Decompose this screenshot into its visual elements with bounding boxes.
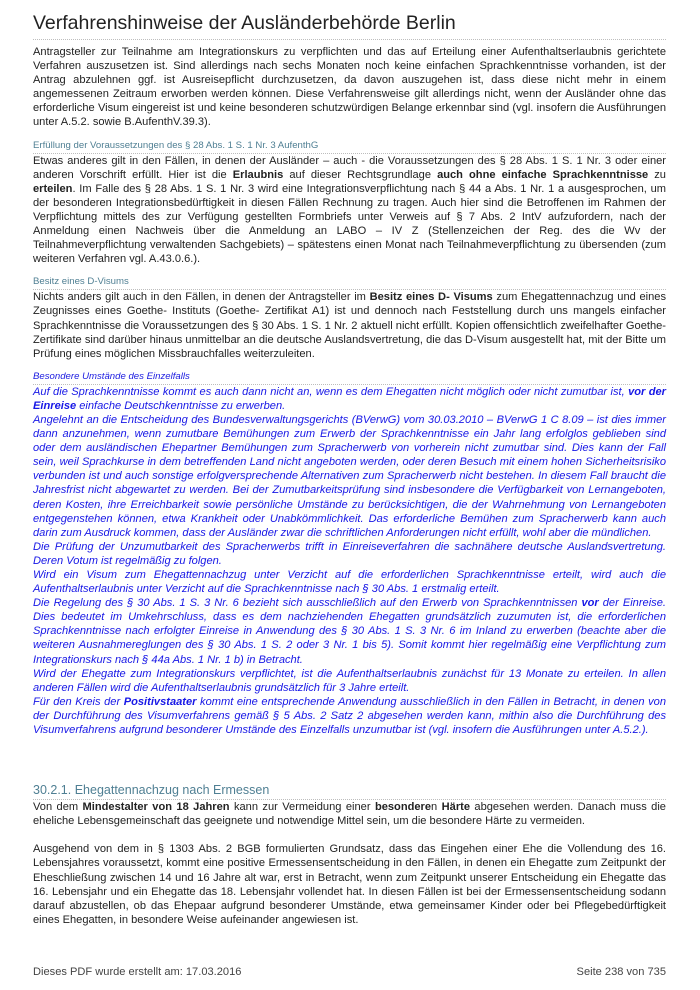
text-run: einfache Deutschkenntnisse zu erwerben. [76,399,286,412]
einzelfall-paragraph: Wird der Ehegatte zum Integrationskurs verpflichtet, ist die Aufenthaltserlaubnis zunächst für 13 Monate zu erteilen. In allen anderen Fällen wird die Aufenthaltserlaubnis grundsätzlich für 3 Jahre erteilt. [33,667,666,694]
bold-run: auch ohne einfache Sprachkenntnisse [437,168,649,181]
bold-run: Erlaubnis [232,168,284,181]
text-run: Von dem [33,801,83,814]
bold-run: Positivstaater [123,695,197,708]
einzelfall-paragraph: Die Prüfung der Unzumutbarkeit des Spracherwerbs trifft in Einreiseverfahren die sachnähere deutsche Auslandsvertretung. Deren Votum ist regelmäßig zu folgen. [33,540,666,567]
page-number: Seite 238 von 735 [576,966,666,978]
text-run: abgesehen werden. Danach muss die eheliche Lebensgemeinschaft das geeignete und notwendige Mittel sein, um die besondere Härte zu vermeiden. [33,801,666,828]
text-run: n [431,801,442,814]
section-heading-d-visum: Besitz eines D-Visums [33,276,666,290]
text-run: . Im Falle des § 28 Abs. 1 S. 1 Nr. 3 wird eine Integrationsverpflichtung nach § 44 a Abs. 1 Nr. 1 a ausgesprochen, um der besonderen Integrationsbedürftigkeit in diesen Fällen Rechnung zu tragen. Auch hier sind die Betroffenen im Rahmen der Verpflichtung mittels des zur Verfügung gestellten Formbriefs unter Verweis auf § 7 Abs. 2 IntV aufzufordern, nach der Anmeldung einen Nachweis über die Anmeldung an LABO – IV Z (Stellenzeichen der Reg. des die Wv der Teilnahmeverpflichtung verwaltenden Sachgebiets) – spätestens einen Monat nach Teilnahmeverpflichtung zu übersenden (zum weiteren Verfahren vgl. A.43.0.6.). [33,182,666,266]
ehegattennachzug-paragraph [33,800,666,828]
section-heading-einzelfall: Besondere Umstände des Einzelfalls [33,371,666,385]
text-run: zum Ehegattennachzug und eines Zeugnisses eines Goethe- Instituts (Goethe- Zertifikat A1) ist und dennoch nach Feststellung durch uns mangels einfacher Sprachkenntnisse die Voraussetzungen des § 30 Abs. 1 S. 1 Nr. 2 aktuell nicht erfüllt. Kopien offensichtlich zweifelhafter Goethe- Zertifikate sind darüber hinaus unmittelbar an die deutsche Auslandsvertretung, die das D-Visum ausgestellt hat, mit der Bitte um Prüfung eines möglichen Missbrauchfalles weiterzuleiten. [33,291,667,360]
created-date: Dieses PDF wurde erstellt am: 17.03.2016 [33,966,242,978]
intro-paragraph: Antragsteller zur Teilnahme am Integrationskurs zu verpflichten und das auf Erteilung einer Aufenthaltserlaubnis gerichtete Verfahren auszusetzen ist. Sind allerdings nach sechs Monaten noch keine einfachen Sprachkenntnisse vorhanden, ist der Antrag abzulehnen ggf. ist Ausreisepflicht durchzusetzen, da davon auszugehen ist, dass diese nicht mehr in einem angemessenen Zeitraum erworben werden können. Diese Verfahrensweise gilt allerdings nicht, wenn der Ausländer ohne das erforderliche Visum eingereist ist und keine besonderen schutzwürdigen Belange erkennbar sind (vgl. insofern die Ausführungen unter A.5.2. sowie B.AufenthV.39.3). [33,46,666,129]
bold-run: besondere [374,801,432,814]
section-heading-ehegattennachzug: 30.2.1. Ehegattennachzug nach Ermessen [33,783,666,800]
section-heading-voraussetzungen: Erfüllung der Voraussetzungen des § 28 Abs. 1 S. 1 Nr. 3 AufenthG [33,140,666,154]
text-run: auf dieser Rechtsgrundlage [283,168,438,181]
text-run: Etwas anderes gilt in den Fällen, in denen der Ausländer – auch - die Voraussetzungen des § 28 Abs. 1 S. 1 Nr. 3 oder einer anderen Vorschrift erfüllt. Hier ist die [33,154,666,181]
einzelfall-paragraph [33,385,666,413]
ehegattennachzug-paragraph: Ausgehend von dem in § 1303 Abs. 2 BGB formulierten Grundsatz, dass das Eingehen einer Ehe die Vollendung des 16. Lebensjahres voraussetzt, kommt eine positive Ermessensentscheidung in den Fällen, in denen ein Ehegatte zum Zeitpunkt der Eheschließung zwischen 14 und 16 Jahre alt war, erst in Betracht, wenn zum Zeitpunkt unserer Entscheidung ein Ehegatte das 16. Lebensjahr und ein Ehegatte das 18. Lebensjahr vollendet hat. In diesen Fällen ist bei der Ermessensentscheidung sodann darauf abzustellen, ob das Ehepaar aufgrund besonderer Umstände, etwa gemeinsamer Kinder oder bei Pflegebedürftigkeit eines Ehegatten, in besondere Weise aufeinander angewiesen ist. [33,843,666,926]
einzelfall-block [33,385,666,737]
voraussetzungen-paragraph [33,154,666,267]
bold-run: vor [581,597,599,610]
text-run: Für den Kreis der [33,695,124,708]
bold-run: erteilen [33,182,73,195]
einzelfall-paragraph: Wird ein Visum zum Ehegattennachzug unter Verzicht auf die erforderlichen Sprachkenntnisse erteilt, wird auch die Aufenthaltserlaubnis unter Verzicht auf die Sprachkenntnisse nach § 30 Abs. 1 erstmalig erteilt. [33,569,666,596]
text-run: kann zur Vermeidung einer [229,801,375,814]
einzelfall-paragraph [33,695,666,737]
bold-run: Besitz eines D- Visums [369,291,493,304]
paragraph-gap [33,828,666,842]
einzelfall-paragraph [33,596,666,666]
text-run: der Einreise. Dies bedeutet im Umkehrschluss, dass es dem nachziehenden Ehegatten grundsätzlich zuzumuten ist, die erforderlichen Sprachkenntnisse nach erfolgter Einreise in Anwendung des § 30 Abs. 1 S. 3 Nr. 6 im Inland zu erwerben (beachte aber die weiteren Ausnahmereglungen des § 30 Abs. 1 S. 2 oder 3 Nr. 1 bis 5). Somit kommt hier regelmäßig eine Verpflichtung zum Integrationskurs nach § 44a Abs. 1 Nr. 1 b) in Betracht. [33,597,666,666]
text-run: Auf die Sprachkenntnisse kommt es auch dann nicht an, wenn es dem Ehegatten nicht möglich oder nicht zumutbar ist, [33,385,629,398]
text-run: Die Regelung des § 30 Abs. 1 S. 3 Nr. 6 bezieht sich ausschließlich auf den Erwerb von Sprachkenntnissen [33,597,582,610]
page-title: Verfahrenshinweise der Ausländerbehörde Berlin [33,10,666,40]
bold-run: Mindestalter von 18 Jahren [82,801,230,814]
bold-run: vor der Einreise [33,385,666,412]
d-visum-paragraph [33,290,666,360]
text-run: zu [648,168,666,181]
bold-run: Härte [441,801,471,814]
document-content [33,10,666,927]
einzelfall-paragraph: Angelehnt an die Entscheidung des Bundesverwaltungsgerichts (BVerwG) vom 30.03.2010 – BVerwG 1 C 8.09 – ist dies immer dann anzunehmen, wenn zumutbare Bemühungen zum Erwerb der Sprachkenntnisse ein Jahr lang erfolglos geblieben sind oder dem ausländischen Ehepartner Bemühungen zum Spracherwerb von vorherein nicht zumutbar sind. Dies kann der Fall sein, weil Sprachkurse in dem betreffenden Land nicht angeboten werden, oder deren Besuch mit einem hohen Sicherheitsrisiko verbunden ist und auch sonstige erfolgversprechende Alternativen zum Spracherwerb nicht bestehen. In diesem Fall braucht die Jahresfrist nicht abgewartet zu werden. Bei der Zumutbarkeitsprüfung sind insbesondere die Verfügbarkeit von Lernangeboten, deren Kosten, ihre Erreichbarkeit sowie persönliche Umstände zu berücksichtigen, die der Wahrnehmung von Lernangeboten entgegenstehen können, etwa Krankheit oder Unabkömmlichkeit. Das erforderliche Bemühen zum Spracherwerb kann auch darin zum Ausdruck kommen, dass der Ausländer zwar die schriftlichen Anforderungen nicht erfüllt, wohl aber die mündlichen. [33,413,666,539]
text-run: Nichts anders gilt auch in den Fällen, in denen der Antragsteller im [33,291,370,304]
text-run: kommt eine entsprechende Anwendung ausschließlich in den Fällen in Betracht, in denen von der Durchführung des Visumverfahrens gemäß § 5 Abs. 2 Satz 2 abgesehen werden kann, mithin also die Durchführung des Visumverfahrens aufgrund besonderer Umstände des Einzelfalls unzumutbar ist (vgl. insofern die Ausführungen unter A.5.2.). [33,695,667,737]
